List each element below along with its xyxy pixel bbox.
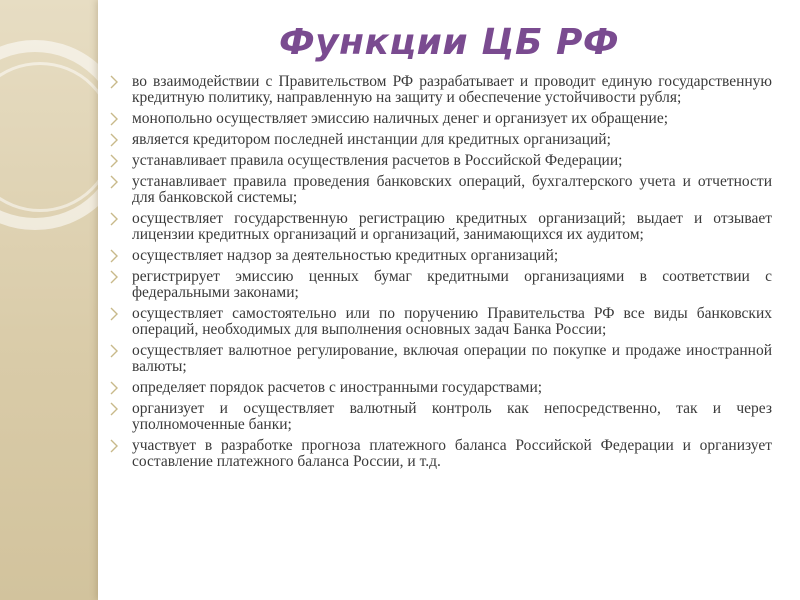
list-item-text: организует и осуществляет валютный контроль как непосредственно, так и через уполномоченные банки; <box>132 400 772 433</box>
list-item <box>108 111 772 127</box>
list-item-text: устанавливает правила проведения банковских операций, бухгалтерского учета и отчетности для банковской системы; <box>132 173 772 206</box>
list-item <box>108 211 772 243</box>
list-item-text: монопольно осуществляет эмиссию наличных денег и организует их обращение; <box>132 110 669 127</box>
list-item-text: устанавливает правила осуществления расчетов в Российской Федерации; <box>132 152 623 169</box>
list-item-text: во взаимодействии с Правительством РФ разрабатывает и проводит единую государственную кредитную политику, направленную на защиту и обеспечение устойчивости рубля; <box>132 73 772 106</box>
list-item-text: определяет порядок расчетов с иностранными государствами; <box>132 379 543 396</box>
list-item-text: осуществляет надзор за деятельностью кредитных организаций; <box>132 247 559 264</box>
list-item-text: регистрирует эмиссию ценных бумаг кредитными организациями в соответствии с федеральными законами; <box>132 268 772 301</box>
list-item <box>108 380 772 396</box>
list-item-text: участвует в разработке прогноза платежного баланса Российской Федерации и организует составление платежного баланса России, и т.д. <box>132 437 772 470</box>
list-item <box>108 401 772 433</box>
list-item <box>108 343 772 375</box>
list-item <box>108 269 772 301</box>
list-item <box>108 153 772 169</box>
bullet-icon <box>108 270 122 284</box>
list-item-text: осуществляет самостоятельно или по поручению Правительства РФ все виды банковских операций, необходимых для выполнения основных задач Банка России; <box>132 305 772 338</box>
list-item <box>108 306 772 338</box>
bullet-icon <box>108 75 122 89</box>
bullet-icon <box>108 249 122 263</box>
bullet-icon <box>108 112 122 126</box>
list-item <box>108 248 772 264</box>
bullet-icon <box>108 154 122 168</box>
bullet-icon <box>108 175 122 189</box>
functions-list <box>108 74 772 475</box>
bullet-icon <box>108 344 122 358</box>
bullet-icon <box>108 133 122 147</box>
bullet-icon <box>108 212 122 226</box>
list-item-text: осуществляет валютное регулирование, включая операции по покупке и продаже иностранной валюты; <box>132 342 772 375</box>
slide-title: Функции ЦБ РФ <box>278 22 620 63</box>
list-item <box>108 174 772 206</box>
list-item <box>108 438 772 470</box>
bullet-icon <box>108 307 122 321</box>
list-item <box>108 132 772 148</box>
bullet-icon <box>108 439 122 453</box>
bullet-icon <box>108 402 122 416</box>
list-item <box>108 74 772 106</box>
list-item-text: является кредитором последней инстанции для кредитных организаций; <box>132 131 611 148</box>
list-item-text: осуществляет государственную регистрацию кредитных организаций; выдает и отзывает лицензии кредитных организаций и организаций, занимающихся их аудитом; <box>132 210 772 243</box>
bullet-icon <box>108 381 122 395</box>
